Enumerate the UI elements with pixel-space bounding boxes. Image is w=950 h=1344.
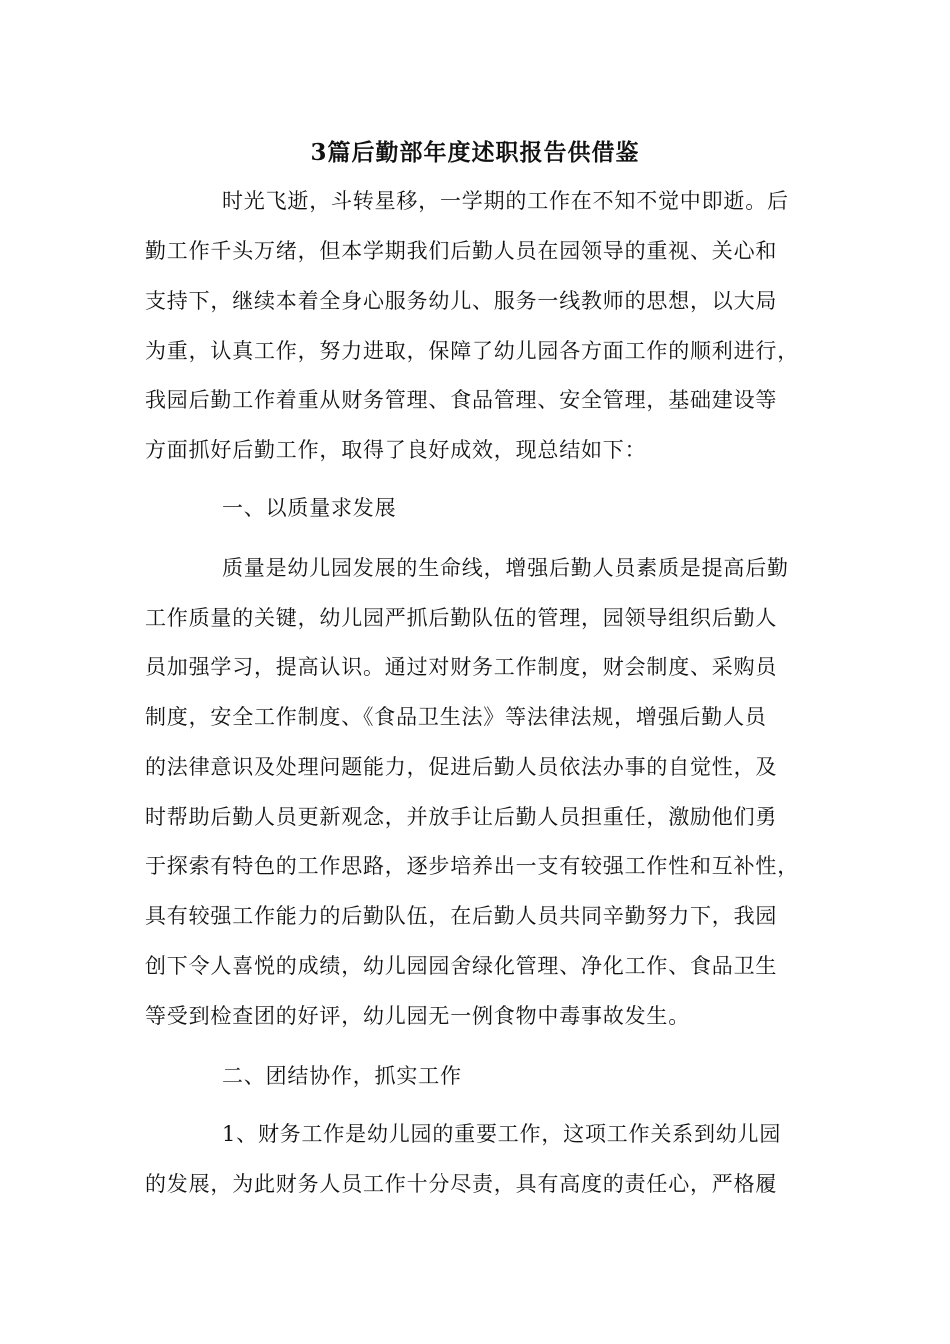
paragraph-line: 的发展，为此财务人员工作十分尽责，具有高度的责任心，严格履 [145, 1172, 778, 1196]
paragraph-line: 时帮助后勤人员更新观念，并放手让后勤人员担重任，激励他们勇 [145, 805, 778, 829]
paragraph-line: 支持下，继续本着全身心服务幼儿、服务一线教师的思想，以大局 [145, 289, 778, 313]
paragraph-line: 制度，安全工作制度、《食品卫生法》等法律法规，增强后勤人员 [145, 705, 767, 729]
paragraph-line: 1、财务工作是幼儿园的重要工作，这项工作关系到幼儿园 [222, 1122, 782, 1146]
section-heading: 一、以质量求发展 [222, 496, 397, 520]
paragraph-line: 创下令人喜悦的成绩，幼儿园园舍绿化管理、净化工作、食品卫生 [145, 954, 778, 978]
paragraph-line: 工作质量的关键，幼儿园严抓后勤队伍的管理，园领导组织后勤人 [145, 606, 778, 630]
document-title: 3篇后勤部年度述职报告供借鉴 [310, 139, 640, 166]
paragraph-line: 为重，认真工作，努力进取，保障了幼儿园各方面工作的顺利进行， [145, 339, 799, 363]
paragraph-line: 具有较强工作能力的后勤队伍，在后勤人员共同辛勤努力下，我园 [145, 904, 778, 928]
paragraph-line: 时光飞逝，斗转星移，一学期的工作在不知不觉中即逝。后 [222, 189, 789, 213]
section-heading: 二、团结协作，抓实工作 [222, 1064, 462, 1088]
paragraph-line: 等受到检查团的好评，幼儿园无一例食物中毒事故发生。 [145, 1004, 690, 1028]
paragraph-line: 我园后勤工作着重从财务管理、食品管理、安全管理，基础建设等 [145, 388, 778, 412]
paragraph-line: 方面抓好后勤工作，取得了良好成效，现总结如下： [145, 438, 647, 462]
paragraph-line: 于探索有特色的工作思路，逐步培养出一支有较强工作性和互补性， [145, 854, 799, 878]
paragraph-line: 的法律意识及处理问题能力，促进后勤人员依法办事的自觉性，及 [145, 755, 778, 779]
paragraph-line: 员加强学习，提高认识。通过对财务工作制度，财会制度、采购员 [145, 655, 778, 679]
paragraph-line: 质量是幼儿园发展的生命线，增强后勤人员素质是提高后勤 [222, 556, 789, 580]
paragraph-line: 勤工作千头万绪，但本学期我们后勤人员在园领导的重视、关心和 [145, 239, 778, 263]
